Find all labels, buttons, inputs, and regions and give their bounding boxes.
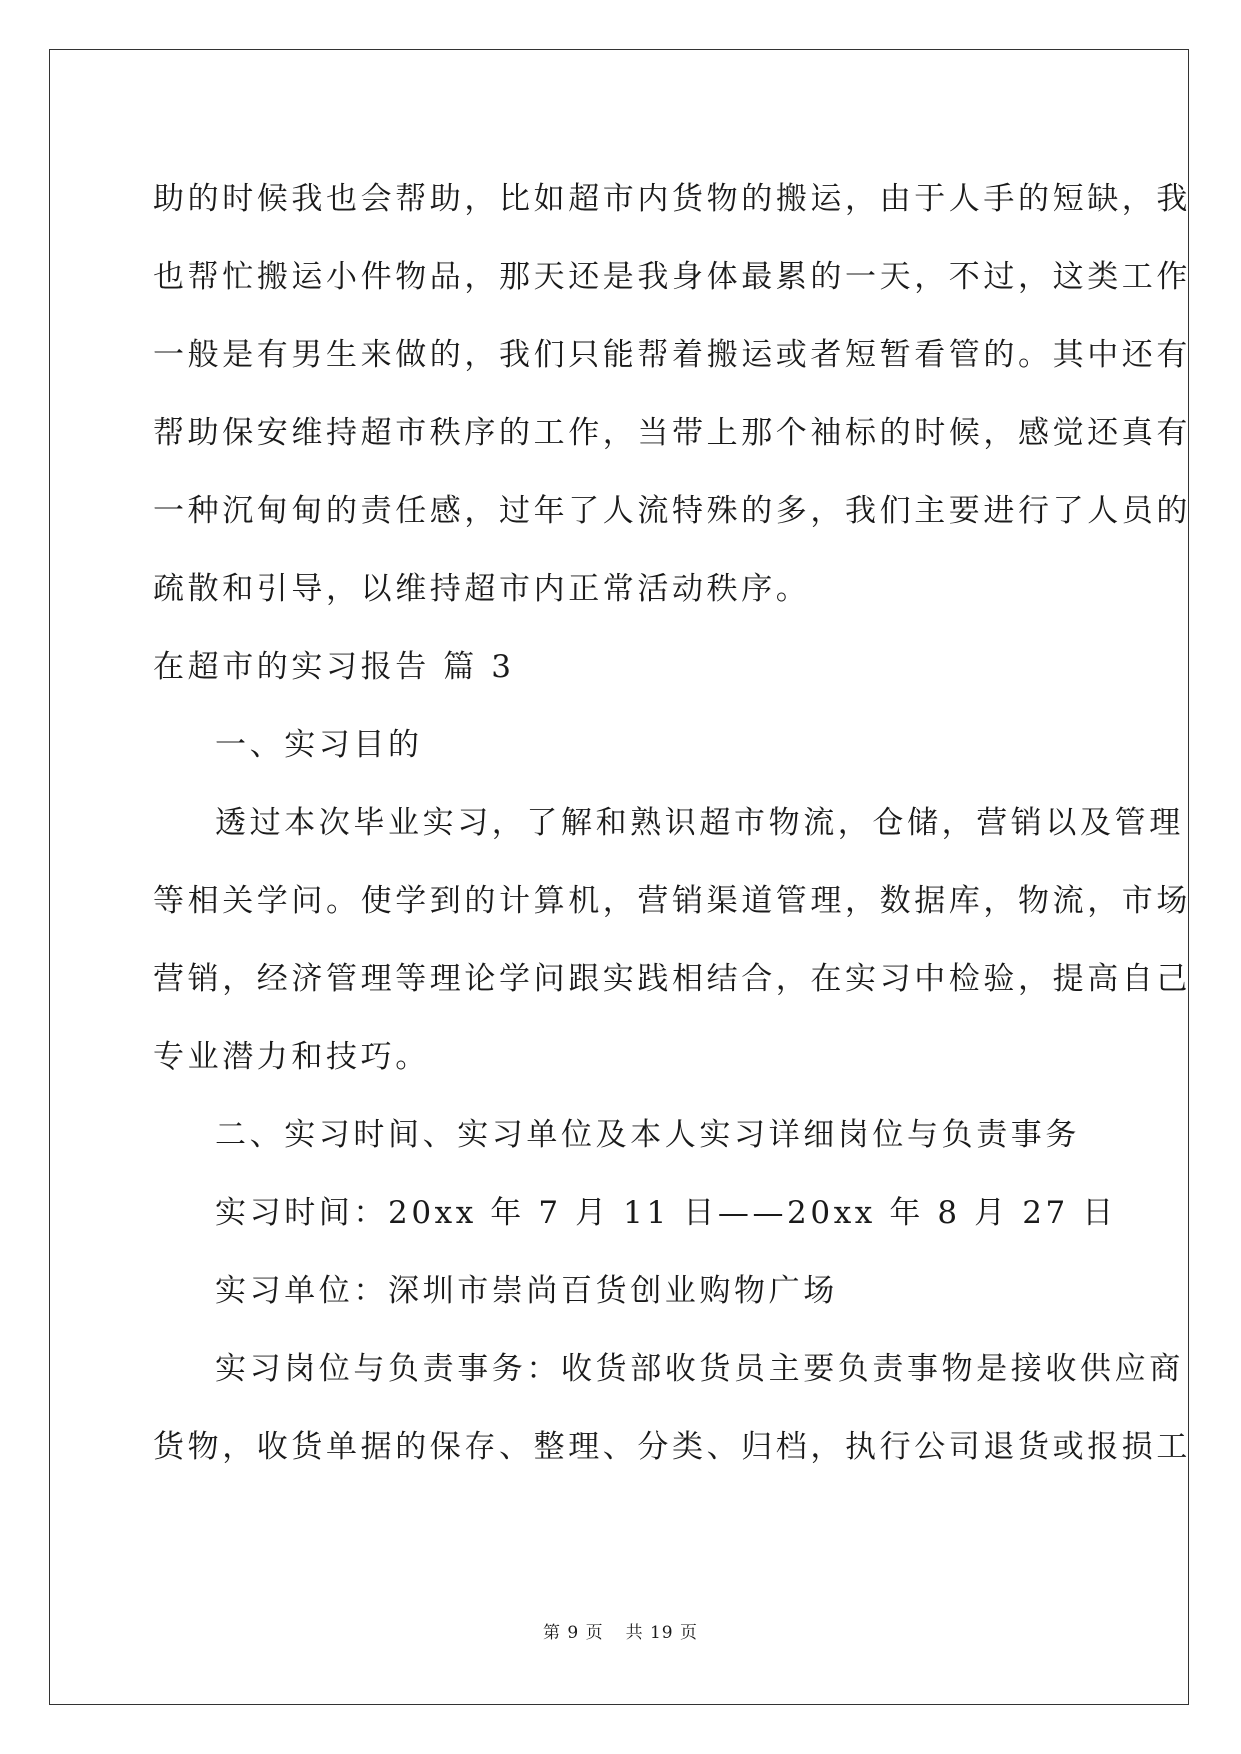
body-line: 等相关学问。使学到的计算机，营销渠道管理，数据库，物流，市场 bbox=[153, 883, 1191, 919]
body-line: 实习单位：深圳市崇尚百货创业购物广场 bbox=[215, 1273, 838, 1309]
body-line: 疏散和引导，以维持超市内正常活动秩序。 bbox=[153, 571, 811, 607]
subsection-heading: 二、实习时间、实习单位及本人实习详细岗位与负责事务 bbox=[215, 1117, 1080, 1153]
body-line: 也帮忙搬运小件物品，那天还是我身体最累的一天，不过，这类工作 bbox=[153, 259, 1191, 295]
body-line: 营销，经济管理等理论学问跟实践相结合，在实习中检验，提高自己 bbox=[153, 961, 1191, 997]
page-total: 共 19 页 bbox=[625, 1623, 699, 1643]
section-heading: 在超市的实习报告 篇 3 bbox=[153, 649, 515, 685]
body-line: 专业潜力和技巧。 bbox=[153, 1039, 430, 1075]
subsection-heading: 一、实习目的 bbox=[215, 727, 423, 763]
body-line: 透过本次毕业实习，了解和熟识超市物流，仓储，营销以及管理 bbox=[215, 805, 1184, 841]
body-line: 帮助保安维持超市秩序的工作，当带上那个袖标的时候，感觉还真有 bbox=[153, 415, 1191, 451]
page-footer bbox=[0, 1621, 1241, 1645]
document-body bbox=[153, 160, 1191, 1486]
page-number: 第 9 页 bbox=[542, 1623, 604, 1643]
body-line: 实习岗位与负责事务：收货部收货员主要负责事物是接收供应商 bbox=[215, 1351, 1184, 1387]
body-line: 货物，收货单据的保存、整理、分类、归档，执行公司退货或报损工 bbox=[153, 1429, 1191, 1465]
body-line: 一种沉甸甸的责任感，过年了人流特殊的多，我们主要进行了人员的 bbox=[153, 493, 1191, 529]
body-line: 实习时间：20xx 年 7 月 11 日——20xx 年 8 月 27 日 bbox=[215, 1195, 1117, 1231]
body-line: 一般是有男生来做的，我们只能帮着搬运或者短暂看管的。其中还有 bbox=[153, 337, 1191, 373]
body-line: 助的时候我也会帮助，比如超市内货物的搬运，由于人手的短缺，我 bbox=[153, 181, 1191, 217]
